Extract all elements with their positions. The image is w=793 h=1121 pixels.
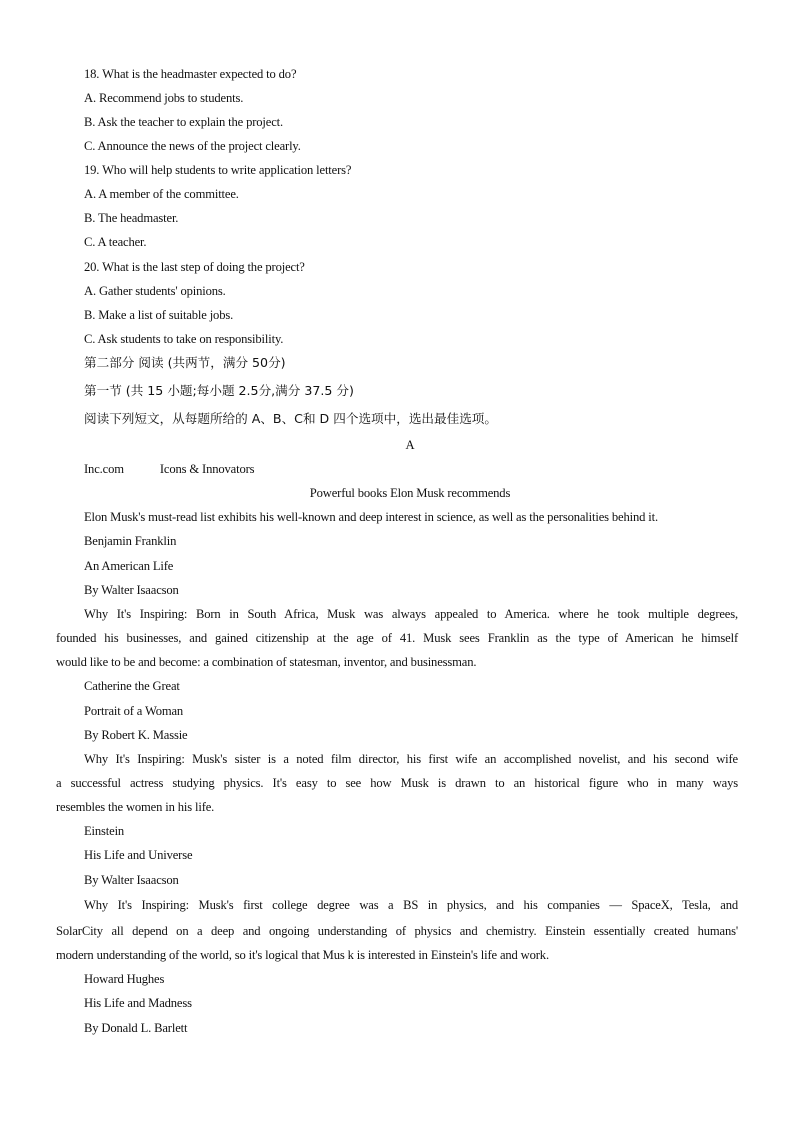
book-1-subject: Benjamin Franklin [84, 534, 177, 548]
book-1-reason-line-1: Why It's Inspiring: Born in South Africa, Musk was always appealed to America. where he took multiple degrees, [84, 607, 738, 621]
passage-source: Inc.com [84, 462, 124, 476]
passage-letter: A [405, 438, 415, 452]
book-2-reason-line-3: resembles the women in his life. [56, 800, 215, 814]
book-3-author: By Walter Isaacson [84, 873, 179, 887]
book-2-reason-line-2: a successful actress studying physics. It's easy to see how Musk is drawn to an historical figure who in many ways [56, 776, 738, 790]
question-19-option-b: B. The headmaster. [84, 211, 179, 225]
passage-category: Icons & Innovators [159, 462, 255, 476]
section-instruction: 阅读下列短文，从每题所给的 A、B、C和 D 四个选项中，选出最佳选项。 [84, 411, 497, 426]
book-2-author: By Robert K. Massie [84, 728, 188, 742]
book-1-reason-line-3: would like to be and become: a combination of statesman, inventor, and businessman. [56, 655, 477, 669]
book-3-reason-line-3: modern understanding of the world, so it's logical that Mus k is interested in Einstein's life and work. [56, 948, 549, 962]
book-2-reason-line-1: Why It's Inspiring: Musk's sister is a noted film director, his first wife an accomplished novelist, and his second wife [84, 752, 738, 766]
book-4-subject: Howard Hughes [84, 972, 165, 986]
book-2-subtitle: Portrait of a Woman [84, 704, 184, 718]
question-20-stem: 20. What is the last step of doing the project? [84, 260, 305, 274]
book-4-subtitle: His Life and Madness [84, 996, 192, 1010]
question-20-option-c: C. Ask students to take on responsibility. [84, 332, 284, 346]
book-3-reason-line-2: SolarCity all depend on a deep and ongoing understanding of physics and chemistry. Einstein essentially created humans' [56, 924, 738, 938]
question-19-stem: 19. Who will help students to write application letters? [84, 163, 352, 177]
book-1-author: By Walter Isaacson [84, 583, 179, 597]
question-18-option-a: A. Recommend jobs to students. [84, 91, 244, 105]
section-subtitle: 第一节 (共 15 小题;每小题 2.5分,满分 37.5 分) [84, 383, 354, 398]
question-18-option-b: B. Ask the teacher to explain the project. [84, 115, 283, 129]
book-3-reason-line-1: Why It's Inspiring: Musk's first college degree was a BS in physics, and his companies — SpaceX, Tesla, and [84, 898, 738, 912]
book-1-reason-line-2: founded his businesses, and gained citizenship at the age of 41. Musk sees Franklin as the type of American he himself [56, 631, 738, 645]
question-19-option-c: C. A teacher. [84, 235, 147, 249]
passage-intro: Elon Musk's must-read list exhibits his well-known and deep interest in science, as well as the personalities behind it. [84, 510, 658, 524]
question-18-stem: 18. What is the headmaster expected to do? [84, 67, 297, 81]
question-19-option-a: A. A member of the committee. [84, 187, 239, 201]
book-1-subtitle: An American Life [84, 559, 174, 573]
passage-source-line [84, 461, 254, 477]
question-18-option-c: C. Announce the news of the project clearly. [84, 139, 301, 153]
book-3-subject: Einstein [84, 824, 125, 838]
question-20-option-a: A. Gather students' opinions. [84, 284, 226, 298]
part-title: 第二部分 阅读 (共两节，满分 50分) [84, 355, 286, 370]
question-20-option-b: B. Make a list of suitable jobs. [84, 308, 234, 322]
book-2-subject: Catherine the Great [84, 679, 180, 693]
passage-title: Powerful books Elon Musk recommends [309, 486, 511, 500]
book-3-subtitle: His Life and Universe [84, 848, 193, 862]
book-4-author: By Donald L. Barlett [84, 1021, 188, 1035]
